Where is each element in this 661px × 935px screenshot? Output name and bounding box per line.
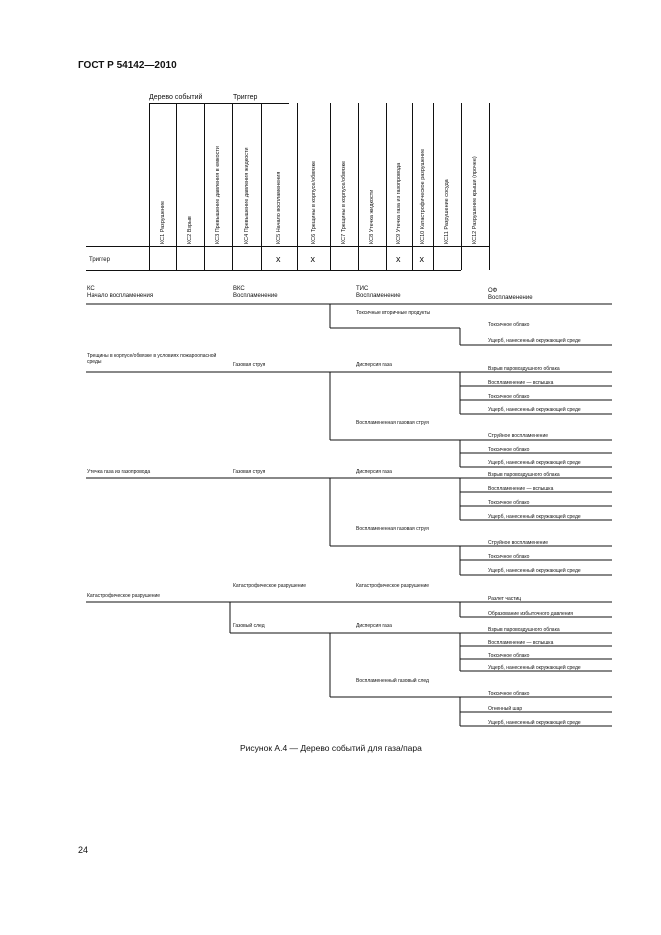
tree1-secondary-products: Токсичные вторичные продукты [356, 310, 431, 316]
tree4-gas-dispersion: Дисперсия газа [356, 623, 392, 629]
tree-head-tis-code: ТИС [356, 286, 369, 292]
figure-caption: Рисунок А.4 — Дерево событий для газа/пара [240, 743, 422, 753]
tree4-outcome-5: Токсичное облако [488, 653, 530, 659]
tree4-initiating-event: Катастрофическое разрушение [87, 593, 161, 599]
table-column-label: КС3 Превышение давления в емкости [215, 146, 221, 244]
table-column-label: КС12 Разрушение крыши (прочее) [472, 156, 478, 244]
table-column-label: КС5 Начало воспламенения [276, 171, 282, 244]
tree3-outcome-5: Струйное воспламенение [488, 540, 549, 546]
table-column-label: КС10 Катастрофическое разрушение [419, 148, 426, 244]
tree2-outcome-2: Воспламенение — вспышка [488, 380, 554, 386]
table-column-label: КС9 Утечка газа из газопровода [396, 162, 402, 244]
event-tree-label: Дерево событий [149, 94, 203, 101]
tree2-gas-jet: Газовая струя [233, 362, 266, 368]
tree4-outcome-6: Ущерб, нанесенный окружающей среде [488, 665, 581, 671]
tree2-outcome-1: Взрыв паровоздушного облака [488, 366, 560, 372]
table-row-label: Триггер [89, 257, 110, 263]
table-cell-mark: x [310, 254, 315, 264]
tree3-outcome-7: Ущерб, нанесенный окружающей среде [488, 568, 581, 574]
tree4-gas-trail: Газовый след [233, 623, 265, 629]
table-cell-mark: x [396, 254, 401, 264]
tree2-outcome-6: Токсичное облако [488, 447, 530, 453]
tree3-gas-dispersion: Дисперсия газа [356, 469, 392, 475]
tree4-outcome-9: Ущерб, нанесенный окружающей среде [488, 720, 581, 726]
tree4-outcome-1: Разлет частиц [488, 596, 522, 602]
tree2-outcome-7: Ущерб, нанесенный окружающей среде [488, 460, 581, 466]
tree2-outcome-3: Токсичное облако [488, 394, 530, 400]
tree2-initiating-event: Трещины в корпусе/обвязке в условиях пожароопасной среды [87, 353, 217, 365]
tree-head-vks-code: ВКС [233, 286, 245, 292]
tree1-outcome-toxic-cloud: Токсичное облако [488, 322, 530, 328]
tree3-ignited-jet: Воспламененная газовая струя [356, 526, 429, 532]
tree-head-ks-name: Начало воспламенения [87, 293, 154, 299]
tree3-outcome-4: Ущерб, нанесенный окружающей среде [488, 514, 581, 520]
tree2-ignited-jet: Воспламененная газовая струя [356, 420, 429, 426]
tree1-outcome-env-damage: Ущерб, нанесенный окружающей среде [488, 338, 581, 344]
table-cell-mark: x [419, 254, 424, 264]
table-column-label: КС6 Трещины в корпусе/обвязке [310, 160, 317, 244]
tree3-outcome-2: Воспламенение — вспышка [488, 486, 554, 492]
tree-head-ks-code: КС [87, 286, 95, 292]
table-column-label: КС2 Взрыв [187, 216, 193, 244]
tree4-outcome-3: Взрыв паровоздушного облака [488, 627, 560, 633]
tree2-outcome-4: Ущерб, нанесенный окружающей среде [488, 407, 581, 413]
tree3-outcome-1: Взрыв паровоздушного облака [488, 472, 560, 478]
tree-head-of-code: ОФ [488, 288, 498, 294]
standard-header: ГОСТ Р 54142—2010 [78, 60, 177, 71]
tree3-outcome-6: Токсичное облако [488, 554, 530, 560]
tree4-outcome-7: Токсичное облако [488, 691, 530, 697]
tree3-initiating-event: Утечка газа из газопровода [87, 469, 151, 475]
tree4-outcome-8: Огненный шар [488, 706, 523, 712]
table-column-label: КС7 Трещины в корпусе/обвязке [341, 160, 347, 244]
tree-head-of-name: Воспламенение [488, 295, 533, 301]
table-column-label: КС11 Разрушение сосуда [444, 179, 450, 244]
tree2-outcome-5: Струйное воспламенение [488, 433, 549, 439]
table-cell-mark: x [276, 254, 281, 264]
table-column-label: КС4 Превышение давления жидкости [243, 147, 250, 244]
tree4-outcome-2: Образование избыточного давления [488, 611, 574, 617]
tree-head-tis-name: Воспламенение [356, 293, 401, 299]
tree2-gas-dispersion: Дисперсия газа [356, 362, 392, 368]
page-number: 24 [78, 845, 89, 855]
tree4-cat-destruction-b: Катастрофическое разрушение [356, 583, 430, 589]
table-column-label: КС1 Разрушение [159, 200, 166, 244]
trigger-label: Триггер [233, 94, 258, 101]
tree4-outcome-4: Воспламенение — вспышка [488, 640, 554, 646]
tree-head-vks-name: Воспламенение [233, 293, 278, 299]
table-column-label: КС8 Утечка жидкости [369, 189, 375, 244]
tree4-ignited-trail: Воспламененный газовый след [356, 678, 429, 684]
tree4-cat-destruction-a: Катастрофическое разрушение [233, 583, 307, 589]
tree3-outcome-3: Токсичное облако [488, 500, 530, 506]
tree3-gas-jet: Газовая струя [233, 469, 266, 475]
